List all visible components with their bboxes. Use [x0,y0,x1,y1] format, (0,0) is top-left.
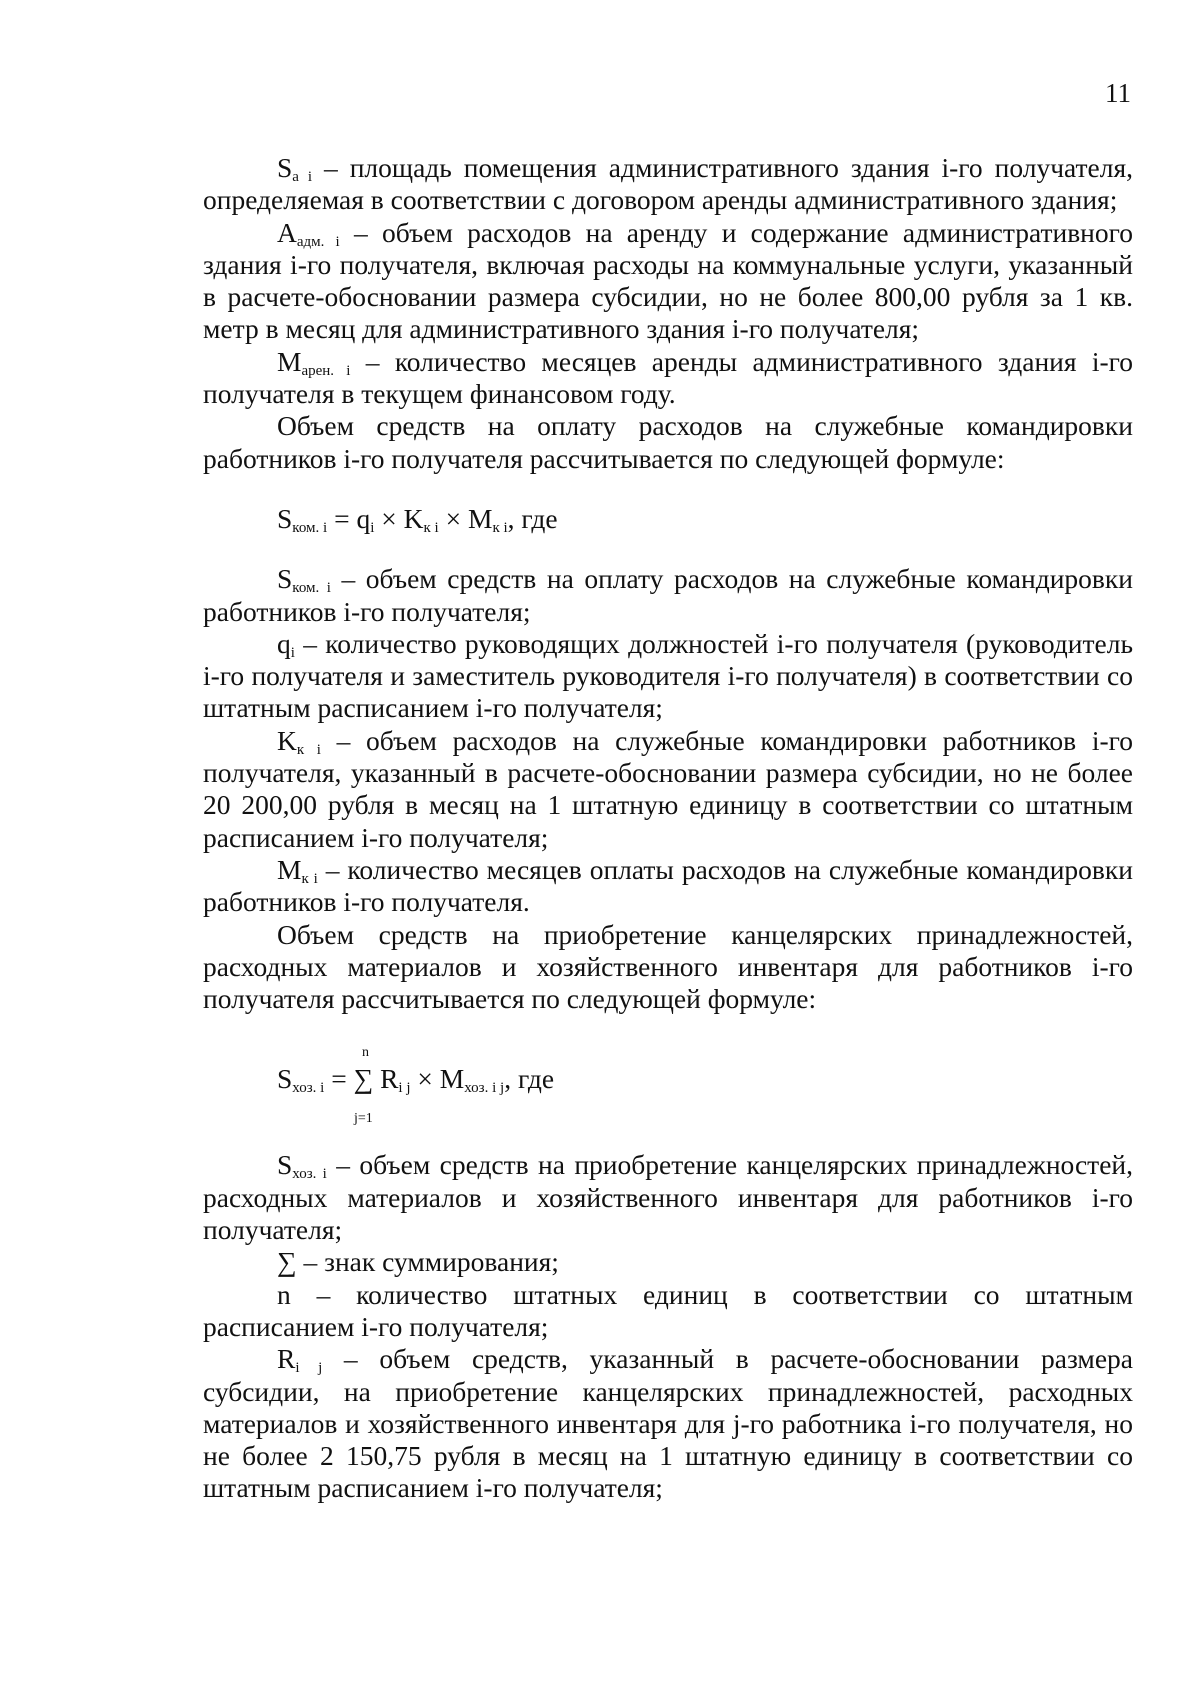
formula-travel [203,503,1133,535]
paragraph-n: n – количество штатных единиц в соответствии со штатным расписанием i-го получателя; [203,1278,1133,1342]
paragraph-sum-sign: ∑ – знак суммирования; [277,1246,559,1278]
subscript: i j [295,1360,323,1377]
formula-symbol: S [277,502,293,534]
symbol: S [277,563,293,595]
page-number: 11 [1105,78,1131,108]
subscript: ком. i [292,580,331,597]
paragraph-mk [203,854,1133,919]
symbol: K [277,724,297,756]
symbol: R [277,1343,296,1375]
subscript: к i [296,741,321,758]
paragraph-intro-stationery: Объем средств на приобретение канцелярских принадлежностей, расходных материалов и хозяйственного инвентаря для работников i-го получателя рассчитывается по следующей формуле: [203,918,1133,1015]
spacer [203,475,1133,503]
formula-part: × M [410,1063,465,1095]
subscript: адм. i [296,233,340,250]
formula-part: = q [327,502,371,534]
paragraph-skom [203,563,1133,628]
symbol: M [277,345,302,377]
document-body [203,152,1133,1505]
paragraph-aadm [203,217,1133,346]
spacer [203,1127,1133,1149]
sum-lower-limit: j=1 [354,1111,373,1127]
formula-subscript: i [370,519,375,536]
paragraph-intro-travel: Объем средств на оплату расходов на служебные командировки работников i-го получателя рассчитывается по следующей формуле: [203,410,1133,474]
symbol: S [277,1149,293,1181]
paragraph-k [203,725,1133,854]
paragraph-r [203,1343,1133,1504]
symbol: q [277,627,291,659]
paragraph-text: – объем расходов на служебные командировки работников i-го получателя, указанный в расчете-обосновании размера субсидии, но не более 20 200,00 рубля в месяц на 1 штатную единицу в соответствии со штатным расписанием i-го получателя; [203,724,1133,853]
paragraph-text: – количество месяцев оплаты расходов на служебные командировки работников i-го получателя. [203,853,1133,918]
paragraph-text: – площадь помещения административного здания i-го получателя, определяемая в соответствии с договором аренды административного здания; [203,152,1133,216]
subscript: к i [301,870,318,887]
paragraph-shoz [203,1149,1133,1246]
paragraph-text: – количество руководящих должностей i-го получателя (руководитель i-го получателя и заместитель руководителя i-го получателя) в соответствии со штатным расписанием i-го получателя; [203,627,1133,724]
formula-subscript: ком. i [292,519,328,536]
subscript: хоз. i [292,1166,327,1183]
paragraph-text: – количество месяцев аренды административного здания i-го получателя в текущем финансовом году. [203,345,1133,410]
paragraph-text: – объем средств на приобретение канцелярских принадлежностей, расходных материалов и хозяйственного инвентаря для работников i-го получателя; [203,1149,1133,1246]
sum-sign: ∑ [353,1063,374,1095]
formula-stationery [203,1037,1133,1127]
paragraph-maren [203,346,1133,411]
paragraph-text: – объем расходов на аренду и содержание административного здания i-го получателя, включая расходы на коммунальные услуги, указанный в расчете-обосновании размера субсидии, но не более 800,00 рубля за 1 кв. метр в месяц для административного здания i-го получателя; [203,216,1133,345]
paragraph-q [203,628,1133,725]
formula-subscript: хоз. i j [464,1080,505,1097]
formula-subscript: к i [492,519,508,536]
paragraph-text: – объем средств на оплату расходов на служебные командировки работников i-го получателя; [203,563,1133,627]
formula-line [277,1063,554,1095]
symbol: A [277,216,297,248]
formula-part: R [373,1063,399,1095]
sum-upper-limit: n [362,1045,369,1061]
paragraph-sa [203,152,1133,217]
formula-part: × K [374,502,424,534]
formula-subscript: i j [398,1080,411,1097]
formula-subscript: к i [423,519,439,536]
spacer [203,535,1133,563]
formula-symbol: S [277,1063,293,1095]
symbol: M [277,853,302,885]
formula-part: = [324,1063,354,1095]
formula-part: , где [504,1063,555,1095]
subscript: a i [292,169,312,185]
paragraph-text: – объем средств, указанный в расчете-обосновании размера субсидии, на приобретение канцелярских принадлежностей, расходных материалов и хозяйственного инвентаря для j-го работника i-го получателя, но не более 2 150,75 рубля в месяц на 1 штатную единицу в соответствии со штатным расписанием i-го получателя; [203,1343,1133,1504]
formula-part: × M [438,502,493,534]
formula-part: , где [507,502,558,534]
symbol: S [277,152,293,183]
subscript: арен. i [301,362,351,379]
spacer [203,1015,1133,1037]
formula-subscript: хоз. i [292,1080,325,1097]
subscript: i [290,644,295,661]
